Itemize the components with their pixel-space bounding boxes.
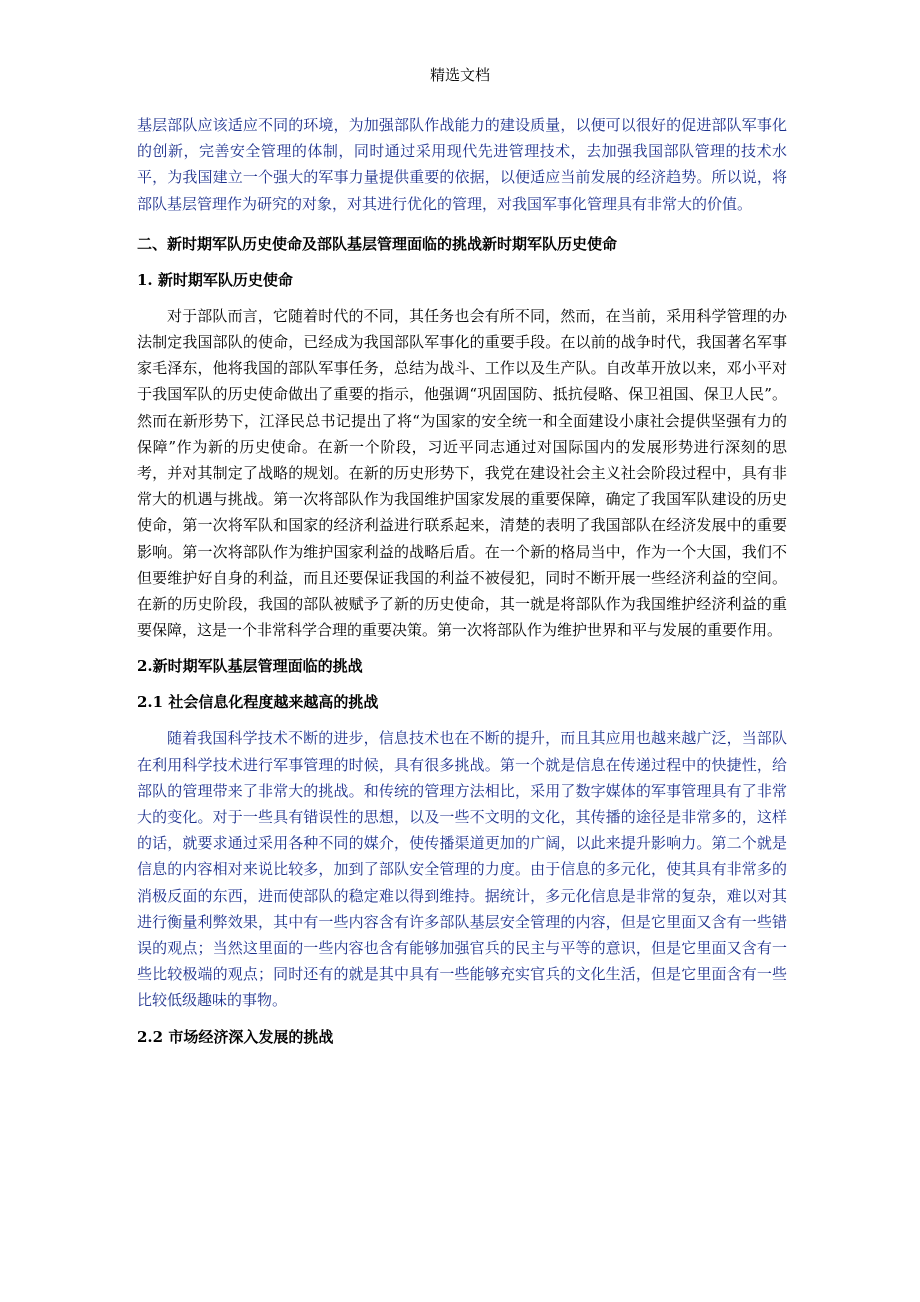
information-paragraph: 随着我国科学技术不断的进步，信息技术也在不断的提升，而且其应用也越来越广泛，当部队在利用科学技术进行军事管理的时候，具有很多挑战。第一个就是信息在传递过程中的快捷性，给部队的管理带来了非常大的挑战。和传统的管理方法相比，采用了数字媒体的军事管理具有了非常大的变化。对于一些具有错误性的思想，以及一些不文明的文化，其传播的途径是非常多的，这样的话，就要求通过采用各种不同的媒介，使传播渠道更加的广阔，以此来提升影响力。第二个就是信息的内容相对来说比较多，加到了部队安全管理的力度。由于信息的多元化，使其具有非常多的消极反面的东西，进而使部队的稳定难以得到维持。据统计，多元化信息是非常的复杂，难以对其进行衡量利弊效果，其中有一些内容含有许多部队基层安全管理的内容，但是它里面又含有一些错误的观点；当然这里面的一些内容也含有能够加强官兵的民主与平等的意识，但是它里面又含有一些比较极端的观点；同时还有的就是其中具有一些能够充实官兵的文化生活，但是它里面含有一些比较低级趣味的事物。 xyxy=(137,729,787,1010)
subsection-heading-challenges: 2.新时期军队基层管理面临的挑战 xyxy=(137,657,363,676)
page-header: 精选文档 xyxy=(429,66,490,84)
section-heading: 二、新时期军队历史使命及部队基层管理面临的挑战新时期军队历史使命 xyxy=(137,234,618,253)
subsubsection-heading-market: 2.2 市场经济深入发展的挑战 xyxy=(137,1027,334,1046)
subsubsection-heading-information: 2.1 社会信息化程度越来越高的挑战 xyxy=(137,693,379,712)
mission-paragraph: 对于部队而言，它随着时代的不同，其任务也会有所不同，然而，在当前，采用科学管理的办法制定我国部队的使命，已经成为我国部队军事化的重要手段。在以前的战争时代，我国著名军事家毛泽东，他将我国的部队军事任务，总结为战斗、工作以及生产队。自改革开放以来，邓小平对于我国军队的历史使命做出了重要的指示，他强调“巩固国防、抵抗侵略、保卫祖国、保卫人民”。然而在新形势下，江泽民总书记提出了将“为国家的安全统一和全面建设小康社会提供坚强有力的保障”作为新的历史使命。在新一个阶段，习近平同志通过对国际国内的发展形势进行深刻的思考，并对其制定了战略的规划。在新的历史形势下，我党在建设社会主义社会阶段过程中，具有非常大的机遇与挑战。第一次将部队作为我国维护国家发展的重要保障，确定了我国军队建设的历史使命，第一次将军队和国家的经济利益进行联系起来，清楚的表明了我国部队在经济发展中的重要影响。第一次将部队作为维护国家利益的战略后盾。在一个新的格局当中，作为一个大国，我们不但要维护好自身的利益，而且还要保证我国的利益不被侵犯，同时不断开展一些经济利益的空间。在新的历史阶段，我国的部队被赋予了新的历史使命，其一就是将部队作为我国维护经济利益的重要保障，这是一个非常科学合理的重要决策。第一次将部队作为维护世界和平与发展的重要作用。 xyxy=(137,306,787,640)
subsection-heading-mission: 1. 新时期军队历史使命 xyxy=(137,270,293,289)
intro-paragraph: 基层部队应该适应不同的环境，为加强部队作战能力的建设质量，以便可以很好的促进部队军事化的创新，完善安全管理的体制，同时通过采用现代先进管理技术，去加强我国部队管理的技术水平，为我国建立一个强大的军事力量提供重要的依据，以便适应当前发展的经济趋势。所以说，将部队基层管理作为研究的对象，对其进行优化的管理，对我国军事化管理具有非常大的价值。 xyxy=(137,116,787,213)
document-body xyxy=(137,112,787,1050)
